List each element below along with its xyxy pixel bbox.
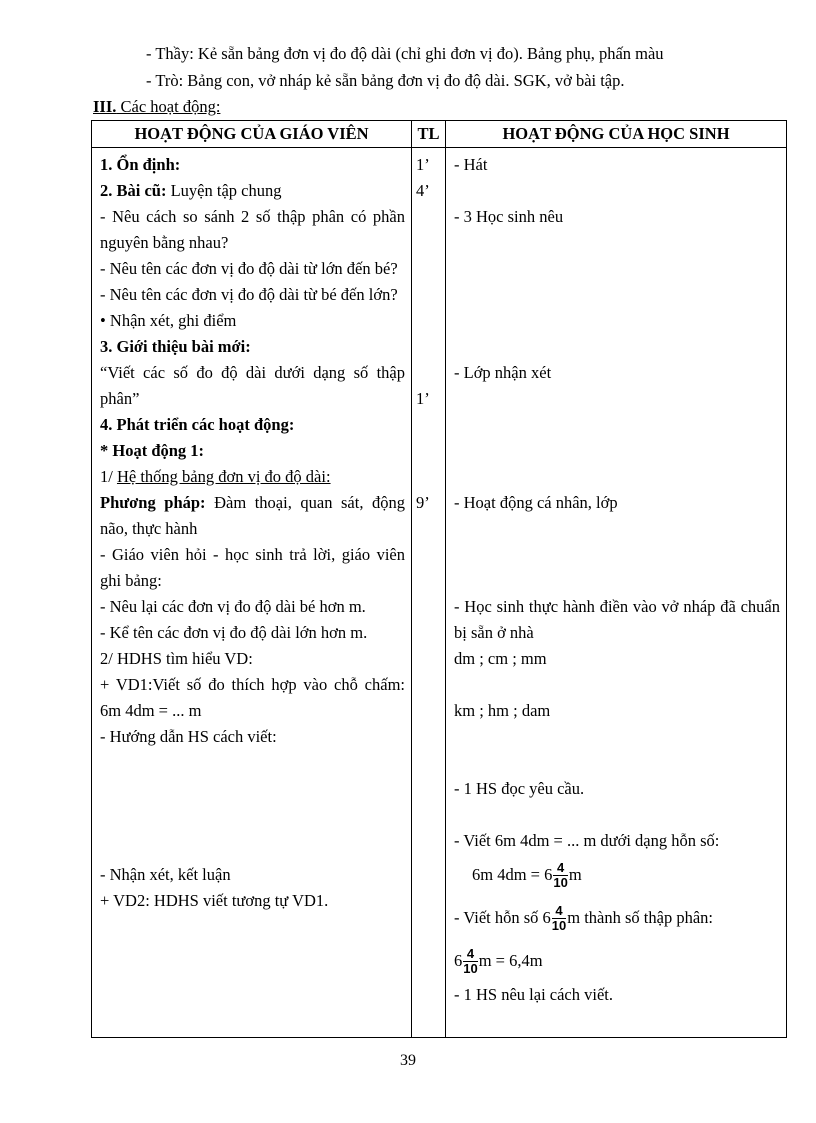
hat: - Hát bbox=[454, 155, 488, 174]
question-2: - Nêu tên các đơn vị đo độ dài từ lớn đến bé? bbox=[100, 259, 398, 278]
hs-neu: - 3 Học sinh nêu bbox=[454, 207, 564, 226]
frac-num: 4 bbox=[552, 904, 566, 919]
nhan-xet-ket-luan: - Nhận xét, kết luận bbox=[100, 865, 231, 884]
section-title-number: III. bbox=[93, 97, 117, 116]
viet-thap-phan bbox=[454, 896, 780, 940]
frac-den: 10 bbox=[553, 874, 568, 890]
bai-cu-label: 2. Bài cũ: bbox=[100, 181, 167, 200]
time-on-dinh: 1’ bbox=[416, 155, 430, 174]
section-title bbox=[93, 97, 220, 117]
frac-num: 4 bbox=[463, 947, 477, 962]
time-gioi-thieu: 1’ bbox=[416, 389, 430, 408]
gv-hoi: - Giáo viên hỏi - học sinh trả lời, giáo viên ghi bảng: bbox=[100, 545, 405, 590]
vd2: + VD2: HDHS viết tương tự VD1. bbox=[100, 891, 329, 910]
phat-trien: 4. Phát triển các hoạt động: bbox=[100, 415, 295, 434]
equation-1 bbox=[454, 854, 780, 896]
time-bai-cu: 4’ bbox=[416, 181, 430, 200]
neu-lai-cach-viet: - 1 HS nêu lại cách viết. bbox=[454, 985, 613, 1004]
hdhs-vd: 2/ HDHS tìm hiểu VD: bbox=[100, 649, 253, 668]
muc-1-num: 1/ bbox=[100, 467, 117, 486]
muc-1-text: Hệ thống bảng đơn vị đo độ dài: bbox=[116, 467, 331, 486]
bai-cu-text: Luyện tập chung bbox=[166, 181, 282, 200]
page-number: 39 bbox=[400, 1052, 416, 1069]
header-teacher: HOẠT ĐỘNG CỦA GIÁO VIÊN bbox=[92, 121, 412, 148]
nhan-xet-ghi-diem: • Nhận xét, ghi điểm bbox=[100, 311, 237, 330]
student-column bbox=[446, 148, 787, 1038]
time-column bbox=[412, 148, 446, 1038]
time-hoat-dong-1: 9’ bbox=[416, 493, 430, 512]
header-time: TL bbox=[412, 121, 446, 148]
eq2-left: 6 bbox=[454, 951, 463, 970]
viet-hon-so: - Viết 6m 4dm = ... m dưới dạng hỗn số: bbox=[454, 831, 720, 850]
question-1: - Nêu cách so sánh 2 số thập phân có phần nguyên bằng nhau? bbox=[100, 207, 405, 252]
table-row bbox=[92, 148, 787, 1038]
header-line-student: - Trò: Bảng con, vở nháp kẻ sẵn bảng đơn vị đo độ dài. SGK, vở bài tập. bbox=[146, 71, 625, 90]
lesson-plan-table bbox=[91, 120, 787, 1038]
section-title-text: Các hoạt động: bbox=[116, 97, 221, 116]
hoat-dong-ca-nhan: - Hoạt động cá nhân, lớp bbox=[454, 493, 618, 512]
huong-dan: - Hướng dẫn HS cách viết: bbox=[100, 727, 277, 746]
eq1-left: 6m 4dm = 6 bbox=[472, 865, 553, 884]
frac-num: 4 bbox=[553, 861, 567, 876]
fraction-4-10 bbox=[463, 947, 477, 976]
viet-tp-right: m thành số thập phân: bbox=[567, 908, 713, 927]
muc-1 bbox=[100, 464, 405, 490]
eq1-right: m bbox=[568, 865, 582, 884]
question-3: - Nêu tên các đơn vị đo độ dài từ bé đến lớn? bbox=[100, 285, 398, 304]
table-header-row bbox=[92, 121, 787, 148]
neu-lai-be-hon: - Nêu lại các đơn vị đo độ dài bé hơn m. bbox=[100, 597, 366, 616]
header-line-teacher: - Thầy: Kẻ sẵn bảng đơn vị đo độ dài (chỉ ghi đơn vị đo). Bảng phụ, phấn màu bbox=[146, 44, 664, 63]
phuong-phap bbox=[100, 490, 405, 542]
ke-ten-lon-hon: - Kể tên các đơn vị đo độ dài lớn hơn m. bbox=[100, 623, 368, 642]
hoat-dong-1: * Hoạt động 1: bbox=[100, 441, 205, 460]
vd1: + VD1:Viết số đo thích hợp vào chỗ chấm: 6m 4dm = ... m bbox=[100, 675, 405, 720]
on-dinh: 1. Ổn định: bbox=[100, 155, 181, 174]
gioi-thieu-text: “Viết các số đo độ dài dưới dạng số thập phân” bbox=[100, 363, 405, 408]
be-hon-list: dm ; cm ; mm bbox=[454, 649, 547, 668]
phuong-phap-label: Phương pháp: bbox=[100, 493, 206, 512]
gioi-thieu: 3. Giới thiệu bài mới: bbox=[100, 337, 251, 356]
fraction-4-10 bbox=[553, 861, 567, 890]
eq2-right: m = 6,4m bbox=[478, 951, 543, 970]
frac-den: 10 bbox=[463, 960, 478, 976]
doc-yeu-cau: - 1 HS đọc yêu cầu. bbox=[454, 779, 585, 798]
viet-tp-left: - Viết hỗn số 6 bbox=[454, 908, 551, 927]
fraction-4-10 bbox=[552, 904, 566, 933]
lop-nhan-xet: - Lớp nhận xét bbox=[454, 363, 552, 382]
teacher-column bbox=[92, 148, 412, 1038]
lon-hon-list: km ; hm ; dam bbox=[454, 701, 551, 720]
thuc-hanh: - Học sinh thực hành điền vào vở nháp đã chuẩn bị sẵn ở nhà bbox=[454, 597, 780, 642]
header-student: HOẠT ĐỘNG CỦA HỌC SINH bbox=[446, 121, 787, 148]
bai-cu bbox=[100, 178, 405, 204]
equation-2 bbox=[454, 940, 780, 982]
phuong-phap-text: Đàm thoại, quan sát, động não, thực hành bbox=[100, 493, 405, 538]
frac-den: 10 bbox=[551, 917, 567, 933]
